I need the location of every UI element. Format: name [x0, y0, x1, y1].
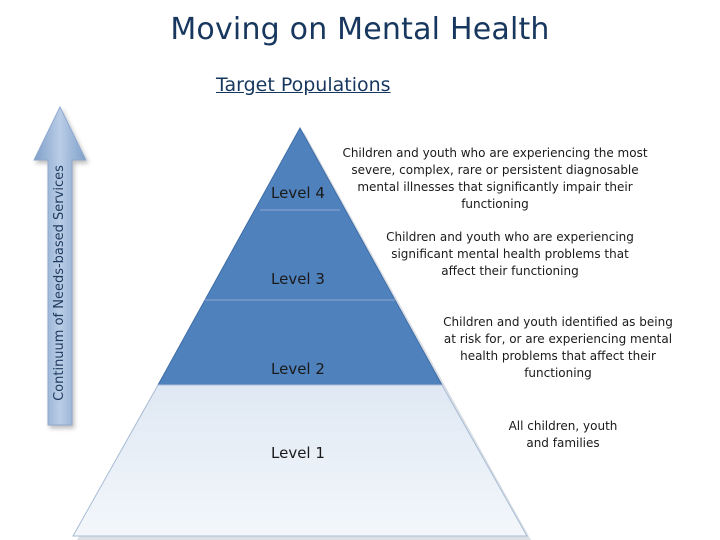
level-3-description: Children and youth who are experiencing significant mental health problems that affect their functioning: [386, 230, 634, 278]
level-1-description: All children, youth and families: [508, 419, 618, 450]
level-3-label: Level 3: [271, 270, 325, 288]
level-2-label: Level 2: [271, 360, 325, 378]
continuum-arrow-label: Continuum of Needs-based Services: [52, 165, 67, 401]
level-1-label: Level 1: [271, 444, 325, 462]
level-2-description: Children and youth identified as being at risk for, or are experiencing mental health problems that affect their functioning: [443, 315, 673, 380]
level-4-description: Children and youth who are experiencing the most severe, complex, rare or persistent diagnosable mental illnesses that significantly impair their functioning: [342, 146, 648, 211]
page-title: Moving on Mental Health: [170, 12, 550, 47]
level-4-label: Level 4: [271, 184, 325, 202]
subtitle: Target Populations: [216, 74, 391, 96]
